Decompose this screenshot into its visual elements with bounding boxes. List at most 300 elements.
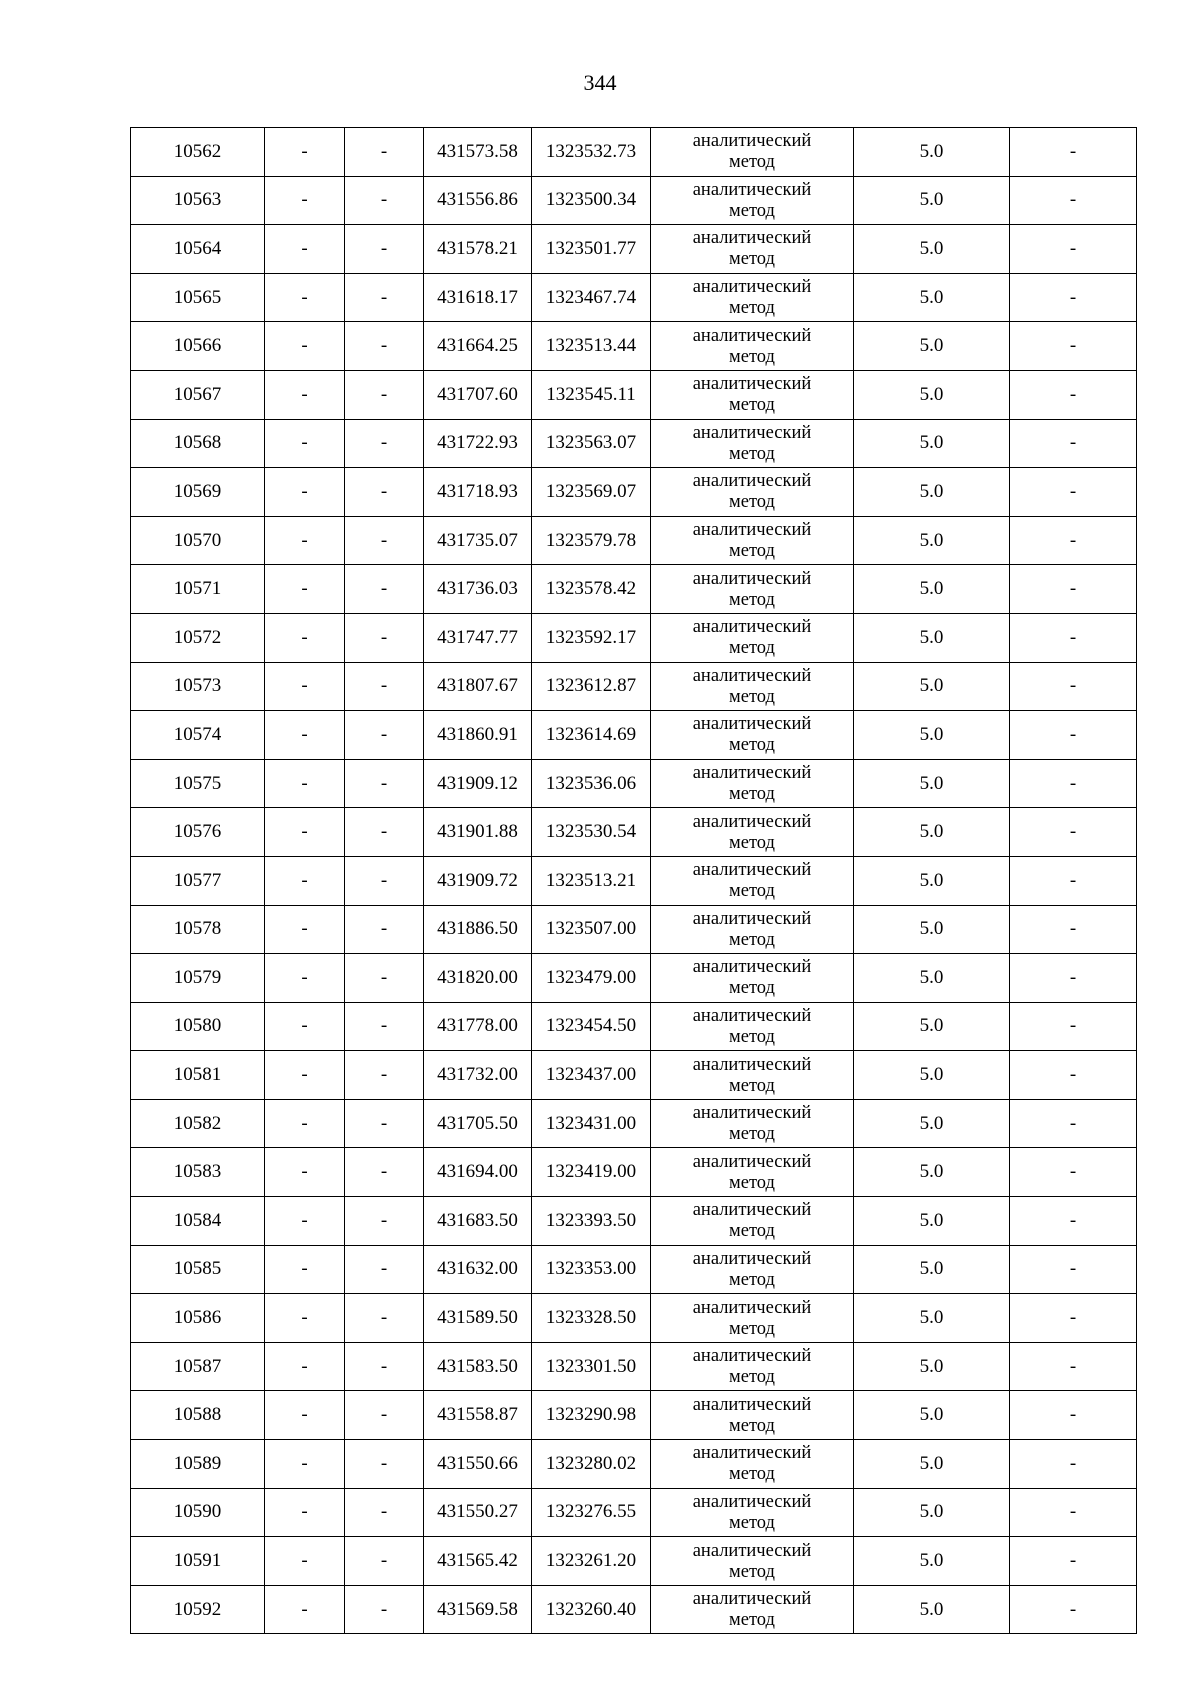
accuracy-cell: 5.0 — [854, 1488, 1010, 1537]
y-coordinate-cell: 1323501.77 — [532, 225, 651, 274]
table-row — [131, 1391, 1137, 1440]
table-row — [131, 468, 1137, 517]
accuracy-cell: 5.0 — [854, 905, 1010, 954]
x-coordinate-cell: 431901.88 — [424, 808, 532, 857]
method-line-2: метод — [729, 249, 775, 270]
table-row — [131, 370, 1137, 419]
point-number-cell: 10579 — [131, 954, 265, 1003]
method-line-2: метод — [729, 978, 775, 999]
method-line-1: аналитический — [692, 860, 812, 881]
method-cell — [651, 613, 854, 662]
accuracy-cell: 5.0 — [854, 1537, 1010, 1586]
accuracy-cell: 5.0 — [854, 1391, 1010, 1440]
empty-dash-cell: - — [265, 565, 345, 614]
accuracy-cell: 5.0 — [854, 613, 1010, 662]
empty-dash-cell: - — [345, 1099, 424, 1148]
accuracy-cell: 5.0 — [854, 1099, 1010, 1148]
empty-dash-cell: - — [1010, 1488, 1137, 1537]
empty-dash-cell: - — [265, 370, 345, 419]
empty-dash-cell: - — [1010, 1391, 1137, 1440]
y-coordinate-cell: 1323467.74 — [532, 273, 651, 322]
method-cell — [651, 662, 854, 711]
empty-dash-cell: - — [265, 1488, 345, 1537]
table-row — [131, 565, 1137, 614]
empty-dash-cell: - — [265, 1440, 345, 1489]
accuracy-cell: 5.0 — [854, 322, 1010, 371]
method-line-1: аналитический — [692, 325, 812, 346]
method-line-2: метод — [729, 832, 775, 853]
point-number-cell: 10574 — [131, 711, 265, 760]
method-cell — [651, 759, 854, 808]
method-line-1: аналитический — [692, 374, 812, 395]
method-line-2: метод — [729, 1464, 775, 1485]
table-row — [131, 1051, 1137, 1100]
point-number-cell: 10573 — [131, 662, 265, 711]
table-row — [131, 1585, 1137, 1634]
accuracy-cell: 5.0 — [854, 273, 1010, 322]
x-coordinate-cell: 431820.00 — [424, 954, 532, 1003]
table-row — [131, 176, 1137, 225]
empty-dash-cell: - — [1010, 516, 1137, 565]
empty-dash-cell: - — [345, 419, 424, 468]
method-line-2: метод — [729, 638, 775, 659]
y-coordinate-cell: 1323353.00 — [532, 1245, 651, 1294]
table-body — [131, 128, 1137, 1634]
empty-dash-cell: - — [1010, 1294, 1137, 1343]
point-number-cell: 10571 — [131, 565, 265, 614]
empty-dash-cell: - — [345, 905, 424, 954]
accuracy-cell: 5.0 — [854, 1051, 1010, 1100]
method-cell — [651, 225, 854, 274]
table-row — [131, 516, 1137, 565]
empty-dash-cell: - — [1010, 662, 1137, 711]
x-coordinate-cell: 431694.00 — [424, 1148, 532, 1197]
y-coordinate-cell: 1323260.40 — [532, 1585, 651, 1634]
x-coordinate-cell: 431664.25 — [424, 322, 532, 371]
empty-dash-cell: - — [1010, 856, 1137, 905]
empty-dash-cell: - — [1010, 225, 1137, 274]
point-number-cell: 10588 — [131, 1391, 265, 1440]
method-line-1: аналитический — [692, 1151, 812, 1172]
method-cell — [651, 468, 854, 517]
x-coordinate-cell: 431550.27 — [424, 1488, 532, 1537]
x-coordinate-cell: 431556.86 — [424, 176, 532, 225]
empty-dash-cell: - — [345, 565, 424, 614]
accuracy-cell: 5.0 — [854, 176, 1010, 225]
method-line-2: метод — [729, 735, 775, 756]
method-cell — [651, 1488, 854, 1537]
point-number-cell: 10567 — [131, 370, 265, 419]
empty-dash-cell: - — [265, 1294, 345, 1343]
table-row — [131, 322, 1137, 371]
table-row — [131, 1440, 1137, 1489]
y-coordinate-cell: 1323507.00 — [532, 905, 651, 954]
point-number-cell: 10566 — [131, 322, 265, 371]
x-coordinate-cell: 431736.03 — [424, 565, 532, 614]
point-number-cell: 10577 — [131, 856, 265, 905]
table-row — [131, 662, 1137, 711]
method-line-1: аналитический — [692, 1491, 812, 1512]
empty-dash-cell: - — [265, 662, 345, 711]
empty-dash-cell: - — [345, 954, 424, 1003]
x-coordinate-cell: 431735.07 — [424, 516, 532, 565]
method-line-1: аналитический — [692, 1248, 812, 1269]
method-cell — [651, 1148, 854, 1197]
accuracy-cell: 5.0 — [854, 1342, 1010, 1391]
method-line-1: аналитический — [692, 763, 812, 784]
table-row — [131, 1245, 1137, 1294]
method-line-2: метод — [729, 200, 775, 221]
y-coordinate-cell: 1323563.07 — [532, 419, 651, 468]
empty-dash-cell: - — [1010, 1585, 1137, 1634]
table-row — [131, 128, 1137, 177]
y-coordinate-cell: 1323437.00 — [532, 1051, 651, 1100]
accuracy-cell: 5.0 — [854, 1148, 1010, 1197]
point-number-cell: 10583 — [131, 1148, 265, 1197]
accuracy-cell: 5.0 — [854, 468, 1010, 517]
method-line-2: метод — [729, 152, 775, 173]
x-coordinate-cell: 431565.42 — [424, 1537, 532, 1586]
empty-dash-cell: - — [1010, 468, 1137, 517]
method-line-2: метод — [729, 298, 775, 319]
empty-dash-cell: - — [265, 1585, 345, 1634]
table-row — [131, 225, 1137, 274]
empty-dash-cell: - — [345, 1391, 424, 1440]
empty-dash-cell: - — [265, 1537, 345, 1586]
method-cell — [651, 128, 854, 177]
empty-dash-cell: - — [1010, 1051, 1137, 1100]
y-coordinate-cell: 1323614.69 — [532, 711, 651, 760]
x-coordinate-cell: 431909.12 — [424, 759, 532, 808]
empty-dash-cell: - — [1010, 419, 1137, 468]
y-coordinate-cell: 1323532.73 — [532, 128, 651, 177]
empty-dash-cell: - — [345, 1488, 424, 1537]
method-line-2: метод — [729, 346, 775, 367]
empty-dash-cell: - — [345, 662, 424, 711]
x-coordinate-cell: 431583.50 — [424, 1342, 532, 1391]
method-line-1: аналитический — [692, 1443, 812, 1464]
empty-dash-cell: - — [1010, 1537, 1137, 1586]
method-cell — [651, 516, 854, 565]
accuracy-cell: 5.0 — [854, 662, 1010, 711]
y-coordinate-cell: 1323301.50 — [532, 1342, 651, 1391]
empty-dash-cell: - — [265, 905, 345, 954]
y-coordinate-cell: 1323290.98 — [532, 1391, 651, 1440]
point-number-cell: 10592 — [131, 1585, 265, 1634]
x-coordinate-cell: 431573.58 — [424, 128, 532, 177]
method-line-1: аналитический — [692, 908, 812, 929]
empty-dash-cell: - — [265, 273, 345, 322]
point-number-cell: 10568 — [131, 419, 265, 468]
empty-dash-cell: - — [1010, 613, 1137, 662]
empty-dash-cell: - — [265, 128, 345, 177]
method-line-1: аналитический — [692, 665, 812, 686]
y-coordinate-cell: 1323431.00 — [532, 1099, 651, 1148]
empty-dash-cell: - — [265, 322, 345, 371]
empty-dash-cell: - — [265, 419, 345, 468]
method-line-1: аналитический — [692, 1005, 812, 1026]
point-number-cell: 10581 — [131, 1051, 265, 1100]
method-line-2: метод — [729, 1026, 775, 1047]
method-line-1: аналитический — [692, 1346, 812, 1367]
empty-dash-cell: - — [265, 1099, 345, 1148]
y-coordinate-cell: 1323513.44 — [532, 322, 651, 371]
y-coordinate-cell: 1323261.20 — [532, 1537, 651, 1586]
point-number-cell: 10562 — [131, 128, 265, 177]
method-line-1: аналитический — [692, 957, 812, 978]
empty-dash-cell: - — [345, 1051, 424, 1100]
point-number-cell: 10587 — [131, 1342, 265, 1391]
empty-dash-cell: - — [1010, 1440, 1137, 1489]
accuracy-cell: 5.0 — [854, 225, 1010, 274]
point-number-cell: 10576 — [131, 808, 265, 857]
empty-dash-cell: - — [345, 370, 424, 419]
method-line-1: аналитический — [692, 179, 812, 200]
table-row — [131, 905, 1137, 954]
point-number-cell: 10570 — [131, 516, 265, 565]
empty-dash-cell: - — [345, 1294, 424, 1343]
empty-dash-cell: - — [345, 1585, 424, 1634]
accuracy-cell: 5.0 — [854, 759, 1010, 808]
method-line-1: аналитический — [692, 277, 812, 298]
empty-dash-cell: - — [1010, 808, 1137, 857]
y-coordinate-cell: 1323536.06 — [532, 759, 651, 808]
empty-dash-cell: - — [265, 516, 345, 565]
method-line-1: аналитический — [692, 471, 812, 492]
empty-dash-cell: - — [345, 1245, 424, 1294]
point-number-cell: 10563 — [131, 176, 265, 225]
accuracy-cell: 5.0 — [854, 808, 1010, 857]
empty-dash-cell: - — [1010, 759, 1137, 808]
y-coordinate-cell: 1323328.50 — [532, 1294, 651, 1343]
method-line-1: аналитический — [692, 568, 812, 589]
empty-dash-cell: - — [1010, 1197, 1137, 1246]
point-number-cell: 10585 — [131, 1245, 265, 1294]
point-number-cell: 10584 — [131, 1197, 265, 1246]
method-cell — [651, 1585, 854, 1634]
empty-dash-cell: - — [1010, 1099, 1137, 1148]
method-line-2: метод — [729, 1512, 775, 1533]
table-row — [131, 419, 1137, 468]
method-line-2: метод — [729, 492, 775, 513]
table-row — [131, 856, 1137, 905]
method-cell — [651, 1440, 854, 1489]
point-number-cell: 10569 — [131, 468, 265, 517]
empty-dash-cell: - — [265, 1148, 345, 1197]
x-coordinate-cell: 431909.72 — [424, 856, 532, 905]
table-row — [131, 1148, 1137, 1197]
empty-dash-cell: - — [1010, 905, 1137, 954]
y-coordinate-cell: 1323454.50 — [532, 1002, 651, 1051]
point-number-cell: 10578 — [131, 905, 265, 954]
empty-dash-cell: - — [1010, 954, 1137, 1003]
y-coordinate-cell: 1323513.21 — [532, 856, 651, 905]
method-line-2: метод — [729, 1075, 775, 1096]
method-line-1: аналитический — [692, 1394, 812, 1415]
empty-dash-cell: - — [265, 1002, 345, 1051]
empty-dash-cell: - — [345, 468, 424, 517]
x-coordinate-cell: 431722.93 — [424, 419, 532, 468]
accuracy-cell: 5.0 — [854, 370, 1010, 419]
accuracy-cell: 5.0 — [854, 954, 1010, 1003]
method-cell — [651, 954, 854, 1003]
y-coordinate-cell: 1323578.42 — [532, 565, 651, 614]
empty-dash-cell: - — [265, 1245, 345, 1294]
empty-dash-cell: - — [345, 1197, 424, 1246]
method-line-2: метод — [729, 1367, 775, 1388]
point-number-cell: 10586 — [131, 1294, 265, 1343]
x-coordinate-cell: 431550.66 — [424, 1440, 532, 1489]
method-line-2: метод — [729, 1172, 775, 1193]
method-cell — [651, 1391, 854, 1440]
table-row — [131, 808, 1137, 857]
point-number-cell: 10575 — [131, 759, 265, 808]
y-coordinate-cell: 1323393.50 — [532, 1197, 651, 1246]
table-row — [131, 1488, 1137, 1537]
x-coordinate-cell: 431747.77 — [424, 613, 532, 662]
empty-dash-cell: - — [265, 759, 345, 808]
accuracy-cell: 5.0 — [854, 1585, 1010, 1634]
method-line-1: аналитический — [692, 811, 812, 832]
y-coordinate-cell: 1323280.02 — [532, 1440, 651, 1489]
method-line-2: метод — [729, 1221, 775, 1242]
method-line-1: аналитический — [692, 131, 812, 152]
method-cell — [651, 905, 854, 954]
empty-dash-cell: - — [1010, 273, 1137, 322]
x-coordinate-cell: 431886.50 — [424, 905, 532, 954]
x-coordinate-cell: 431632.00 — [424, 1245, 532, 1294]
x-coordinate-cell: 431860.91 — [424, 711, 532, 760]
method-cell — [651, 856, 854, 905]
table-row — [131, 1342, 1137, 1391]
empty-dash-cell: - — [1010, 176, 1137, 225]
method-line-2: метод — [729, 929, 775, 950]
method-line-2: метод — [729, 589, 775, 610]
table-row — [131, 711, 1137, 760]
y-coordinate-cell: 1323479.00 — [532, 954, 651, 1003]
empty-dash-cell: - — [345, 759, 424, 808]
table-row — [131, 1197, 1137, 1246]
method-cell — [651, 1099, 854, 1148]
empty-dash-cell: - — [265, 176, 345, 225]
x-coordinate-cell: 431683.50 — [424, 1197, 532, 1246]
method-cell — [651, 322, 854, 371]
y-coordinate-cell: 1323545.11 — [532, 370, 651, 419]
y-coordinate-cell: 1323579.78 — [532, 516, 651, 565]
y-coordinate-cell: 1323276.55 — [532, 1488, 651, 1537]
empty-dash-cell: - — [265, 808, 345, 857]
accuracy-cell: 5.0 — [854, 565, 1010, 614]
y-coordinate-cell: 1323592.17 — [532, 613, 651, 662]
empty-dash-cell: - — [345, 128, 424, 177]
point-number-cell: 10572 — [131, 613, 265, 662]
empty-dash-cell: - — [265, 468, 345, 517]
y-coordinate-cell: 1323500.34 — [532, 176, 651, 225]
accuracy-cell: 5.0 — [854, 1245, 1010, 1294]
empty-dash-cell: - — [345, 808, 424, 857]
point-number-cell: 10590 — [131, 1488, 265, 1537]
x-coordinate-cell: 431807.67 — [424, 662, 532, 711]
method-line-1: аналитический — [692, 1200, 812, 1221]
accuracy-cell: 5.0 — [854, 128, 1010, 177]
empty-dash-cell: - — [265, 1051, 345, 1100]
empty-dash-cell: - — [1010, 322, 1137, 371]
y-coordinate-cell: 1323569.07 — [532, 468, 651, 517]
empty-dash-cell: - — [345, 1002, 424, 1051]
empty-dash-cell: - — [345, 613, 424, 662]
table-row — [131, 954, 1137, 1003]
x-coordinate-cell: 431718.93 — [424, 468, 532, 517]
x-coordinate-cell: 431618.17 — [424, 273, 532, 322]
method-line-2: метод — [729, 1610, 775, 1631]
x-coordinate-cell: 431569.58 — [424, 1585, 532, 1634]
empty-dash-cell: - — [1010, 711, 1137, 760]
x-coordinate-cell: 431705.50 — [424, 1099, 532, 1148]
method-cell — [651, 273, 854, 322]
empty-dash-cell: - — [1010, 370, 1137, 419]
point-number-cell: 10580 — [131, 1002, 265, 1051]
empty-dash-cell: - — [345, 856, 424, 905]
x-coordinate-cell: 431707.60 — [424, 370, 532, 419]
empty-dash-cell: - — [345, 273, 424, 322]
method-line-2: метод — [729, 784, 775, 805]
method-cell — [651, 176, 854, 225]
method-line-2: метод — [729, 541, 775, 562]
point-number-cell: 10582 — [131, 1099, 265, 1148]
table-row — [131, 759, 1137, 808]
empty-dash-cell: - — [1010, 128, 1137, 177]
accuracy-cell: 5.0 — [854, 856, 1010, 905]
method-line-1: аналитический — [692, 714, 812, 735]
table-row — [131, 613, 1137, 662]
page-number: 344 — [583, 70, 617, 95]
empty-dash-cell: - — [1010, 565, 1137, 614]
method-line-1: аналитический — [692, 520, 812, 541]
method-line-2: метод — [729, 443, 775, 464]
empty-dash-cell: - — [265, 954, 345, 1003]
point-number-cell: 10565 — [131, 273, 265, 322]
method-line-1: аналитический — [692, 1297, 812, 1318]
accuracy-cell: 5.0 — [854, 1002, 1010, 1051]
method-line-1: аналитический — [692, 228, 812, 249]
method-line-2: метод — [729, 1415, 775, 1436]
method-cell — [651, 808, 854, 857]
empty-dash-cell: - — [265, 711, 345, 760]
x-coordinate-cell: 431732.00 — [424, 1051, 532, 1100]
method-cell — [651, 370, 854, 419]
accuracy-cell: 5.0 — [854, 1440, 1010, 1489]
table-row — [131, 1294, 1137, 1343]
empty-dash-cell: - — [345, 711, 424, 760]
method-cell — [651, 1294, 854, 1343]
empty-dash-cell: - — [1010, 1245, 1137, 1294]
empty-dash-cell: - — [345, 1440, 424, 1489]
method-line-2: метод — [729, 686, 775, 707]
method-cell — [651, 1537, 854, 1586]
accuracy-cell: 5.0 — [854, 711, 1010, 760]
empty-dash-cell: - — [345, 225, 424, 274]
empty-dash-cell: - — [345, 1342, 424, 1391]
method-cell — [651, 1197, 854, 1246]
empty-dash-cell: - — [265, 225, 345, 274]
empty-dash-cell: - — [345, 176, 424, 225]
method-line-2: метод — [729, 1269, 775, 1290]
x-coordinate-cell: 431589.50 — [424, 1294, 532, 1343]
empty-dash-cell: - — [1010, 1342, 1137, 1391]
y-coordinate-cell: 1323612.87 — [532, 662, 651, 711]
empty-dash-cell: - — [345, 1537, 424, 1586]
method-line-2: метод — [729, 395, 775, 416]
